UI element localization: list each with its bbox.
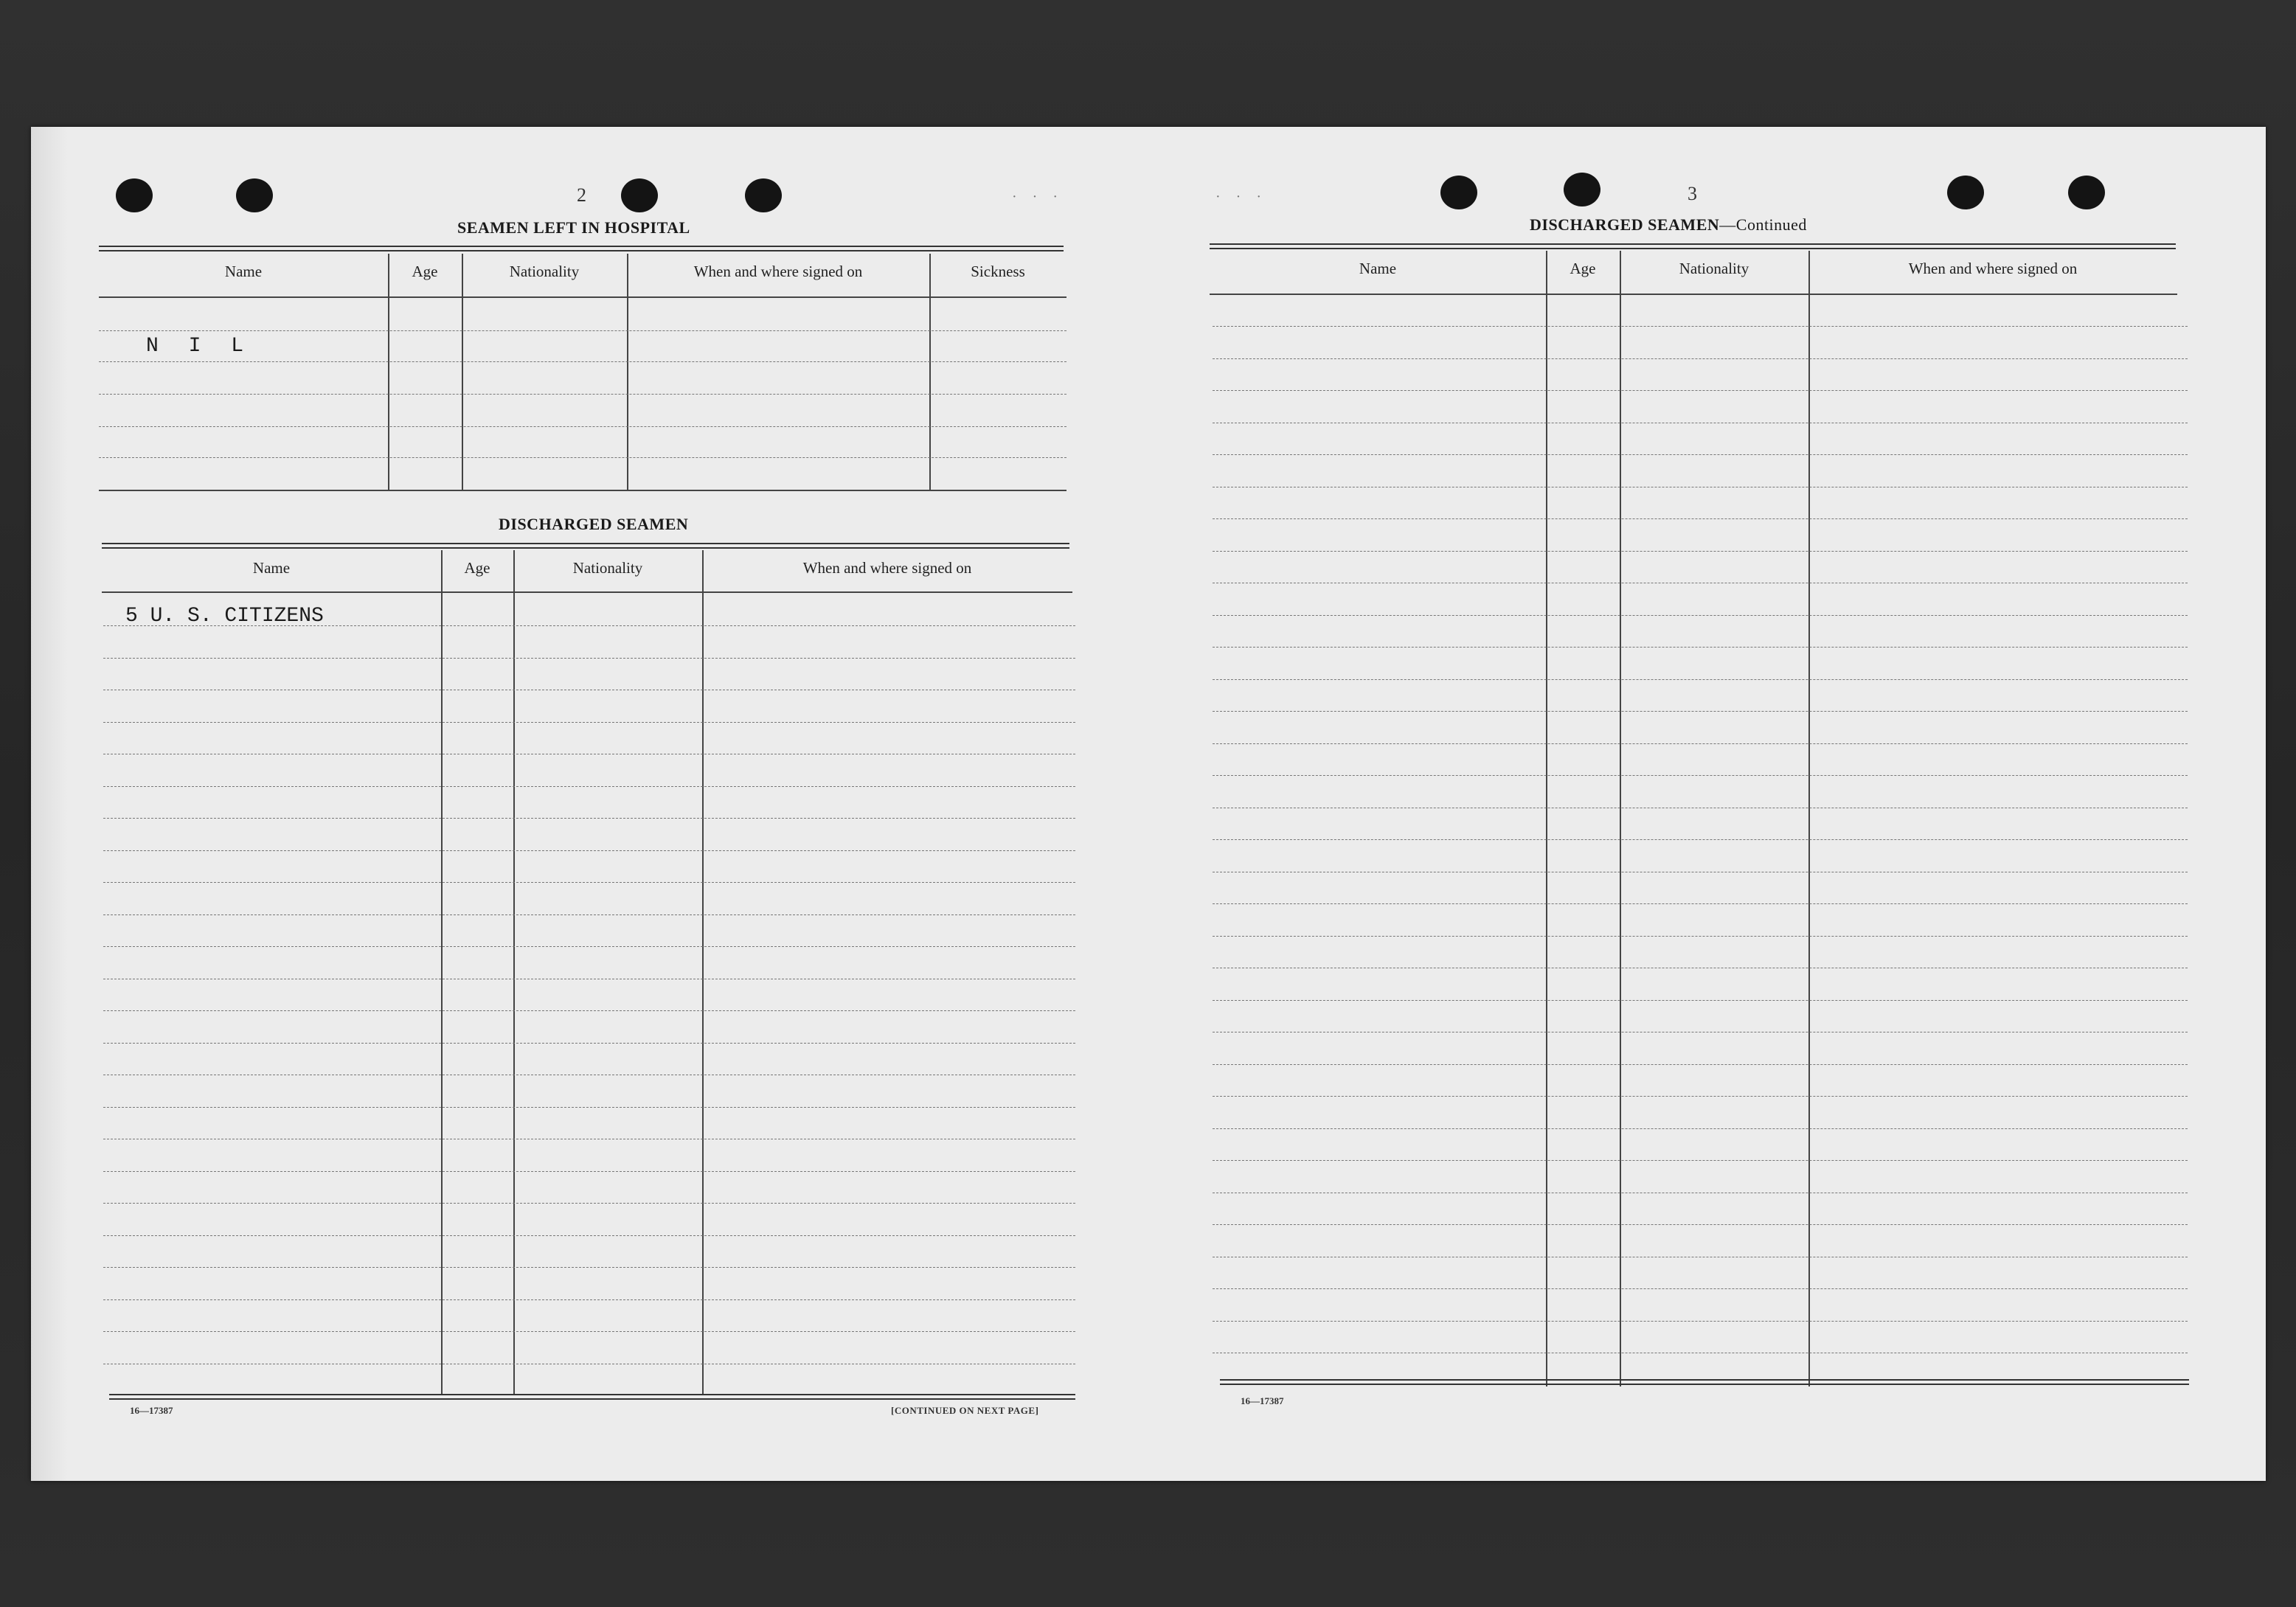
row-line bbox=[1213, 390, 2188, 391]
punch-hole-icon bbox=[1947, 176, 1984, 209]
page-number: 3 bbox=[1688, 183, 1697, 204]
row-line bbox=[1213, 326, 2188, 327]
sheet-fold-edge bbox=[31, 127, 68, 1481]
row-line bbox=[103, 914, 1075, 915]
discharged-divider bbox=[513, 550, 515, 1395]
hospital-header-rule bbox=[99, 246, 1064, 251]
row-line bbox=[103, 1171, 1075, 1172]
discharged-col-nationality: Nationality bbox=[572, 559, 643, 577]
right-col-nationality: Nationality bbox=[1679, 260, 1749, 277]
hospital-col-name: Name bbox=[224, 263, 263, 280]
punch-hole-icon bbox=[116, 178, 153, 212]
row-line bbox=[1213, 839, 2188, 840]
row-line bbox=[1213, 1064, 2188, 1065]
discharged-col-name: Name bbox=[252, 559, 291, 577]
faint-marks: · · · bbox=[1012, 189, 1064, 205]
row-line bbox=[103, 818, 1075, 819]
row-line bbox=[1213, 1224, 2188, 1225]
page-number: 2 bbox=[577, 184, 586, 206]
row-line bbox=[1213, 647, 2188, 648]
hospital-row-line bbox=[99, 361, 1067, 362]
hospital-row-line bbox=[99, 457, 1067, 458]
hospital-row-line bbox=[99, 394, 1067, 395]
discharged-divider bbox=[441, 550, 443, 1395]
right-header-bottom bbox=[1210, 294, 2177, 295]
right-col-age: Age bbox=[1570, 260, 1596, 277]
row-line bbox=[103, 1235, 1075, 1236]
hospital-col-sickness: Sickness bbox=[971, 263, 1025, 280]
row-line bbox=[103, 658, 1075, 659]
row-line bbox=[103, 1107, 1075, 1108]
punch-hole-icon bbox=[2068, 176, 2105, 209]
row-line bbox=[103, 1043, 1075, 1044]
title-main: DISCHARGED SEAMEN bbox=[1530, 215, 1720, 234]
punch-hole-icon bbox=[1440, 176, 1477, 209]
hospital-entry-nil: N I L bbox=[146, 335, 253, 358]
title-continued: —Continued bbox=[1719, 215, 1807, 234]
row-line bbox=[103, 1203, 1075, 1204]
hospital-col-age: Age bbox=[412, 263, 438, 280]
discharged-col-age: Age bbox=[464, 559, 490, 577]
row-line bbox=[1213, 679, 2188, 680]
form-number: 16—17387 bbox=[1241, 1395, 1284, 1406]
row-line bbox=[1213, 1160, 2188, 1161]
row-line bbox=[1213, 711, 2188, 712]
hospital-divider bbox=[388, 254, 389, 491]
hospital-row-line bbox=[99, 330, 1067, 331]
hospital-col-when-where: When and where signed on bbox=[693, 263, 863, 280]
row-line bbox=[103, 1331, 1075, 1332]
discharged-continued-title bbox=[1530, 215, 1807, 235]
hospital-bottom-line bbox=[99, 490, 1067, 491]
row-line bbox=[103, 850, 1075, 851]
right-divider bbox=[1620, 251, 1621, 1386]
row-line bbox=[1213, 615, 2188, 616]
row-line bbox=[1213, 551, 2188, 552]
faint-marks: · · · bbox=[1215, 189, 1267, 205]
row-line bbox=[1213, 358, 2188, 359]
row-line bbox=[1213, 518, 2188, 519]
right-col-name: Name bbox=[1359, 260, 1397, 277]
discharged-header-rule bbox=[102, 543, 1069, 549]
continued-note: [CONTINUED ON NEXT PAGE] bbox=[891, 1405, 1039, 1416]
row-line bbox=[1213, 454, 2188, 455]
row-line bbox=[103, 1010, 1075, 1011]
punch-hole-icon bbox=[621, 178, 658, 212]
row-line bbox=[1213, 1128, 2188, 1129]
discharged-section-title: DISCHARGED SEAMEN bbox=[499, 515, 689, 533]
row-line bbox=[103, 1299, 1075, 1300]
right-header-rule bbox=[1210, 243, 2176, 249]
row-line bbox=[1213, 1000, 2188, 1001]
discharged-entry-citizens: 5 U. S. CITIZENS bbox=[125, 605, 324, 628]
discharged-divider bbox=[702, 550, 704, 1395]
hospital-row-line bbox=[99, 426, 1067, 427]
row-line bbox=[103, 882, 1075, 883]
right-col-when-where: When and where signed on bbox=[1908, 260, 2078, 277]
discharged-col-when-where: When and where signed on bbox=[802, 559, 972, 577]
row-line bbox=[103, 1267, 1075, 1268]
hospital-col-nationality: Nationality bbox=[509, 263, 580, 280]
right-divider bbox=[1808, 251, 1810, 1386]
form-number: 16—17387 bbox=[130, 1405, 173, 1416]
punch-hole-icon bbox=[1564, 173, 1600, 206]
discharged-bottom-rule bbox=[109, 1394, 1075, 1400]
row-line bbox=[1213, 1096, 2188, 1097]
hospital-divider bbox=[462, 254, 463, 491]
punch-hole-icon bbox=[236, 178, 273, 212]
row-line bbox=[1213, 743, 2188, 744]
row-line bbox=[103, 786, 1075, 787]
row-line bbox=[1213, 936, 2188, 937]
hospital-section-title: SEAMEN LEFT IN HOSPITAL bbox=[457, 218, 690, 237]
row-line bbox=[103, 946, 1075, 947]
right-bottom-rule bbox=[1220, 1379, 2189, 1385]
hospital-header-bottom bbox=[99, 296, 1067, 298]
row-line bbox=[1213, 775, 2188, 776]
punch-hole-icon bbox=[745, 178, 782, 212]
row-line bbox=[1213, 1321, 2188, 1322]
hospital-divider bbox=[627, 254, 628, 491]
right-divider bbox=[1546, 251, 1547, 1386]
row-line bbox=[1213, 1288, 2188, 1289]
row-line bbox=[1213, 903, 2188, 904]
discharged-header-bottom bbox=[102, 591, 1072, 593]
hospital-divider bbox=[929, 254, 931, 491]
row-line bbox=[103, 722, 1075, 723]
